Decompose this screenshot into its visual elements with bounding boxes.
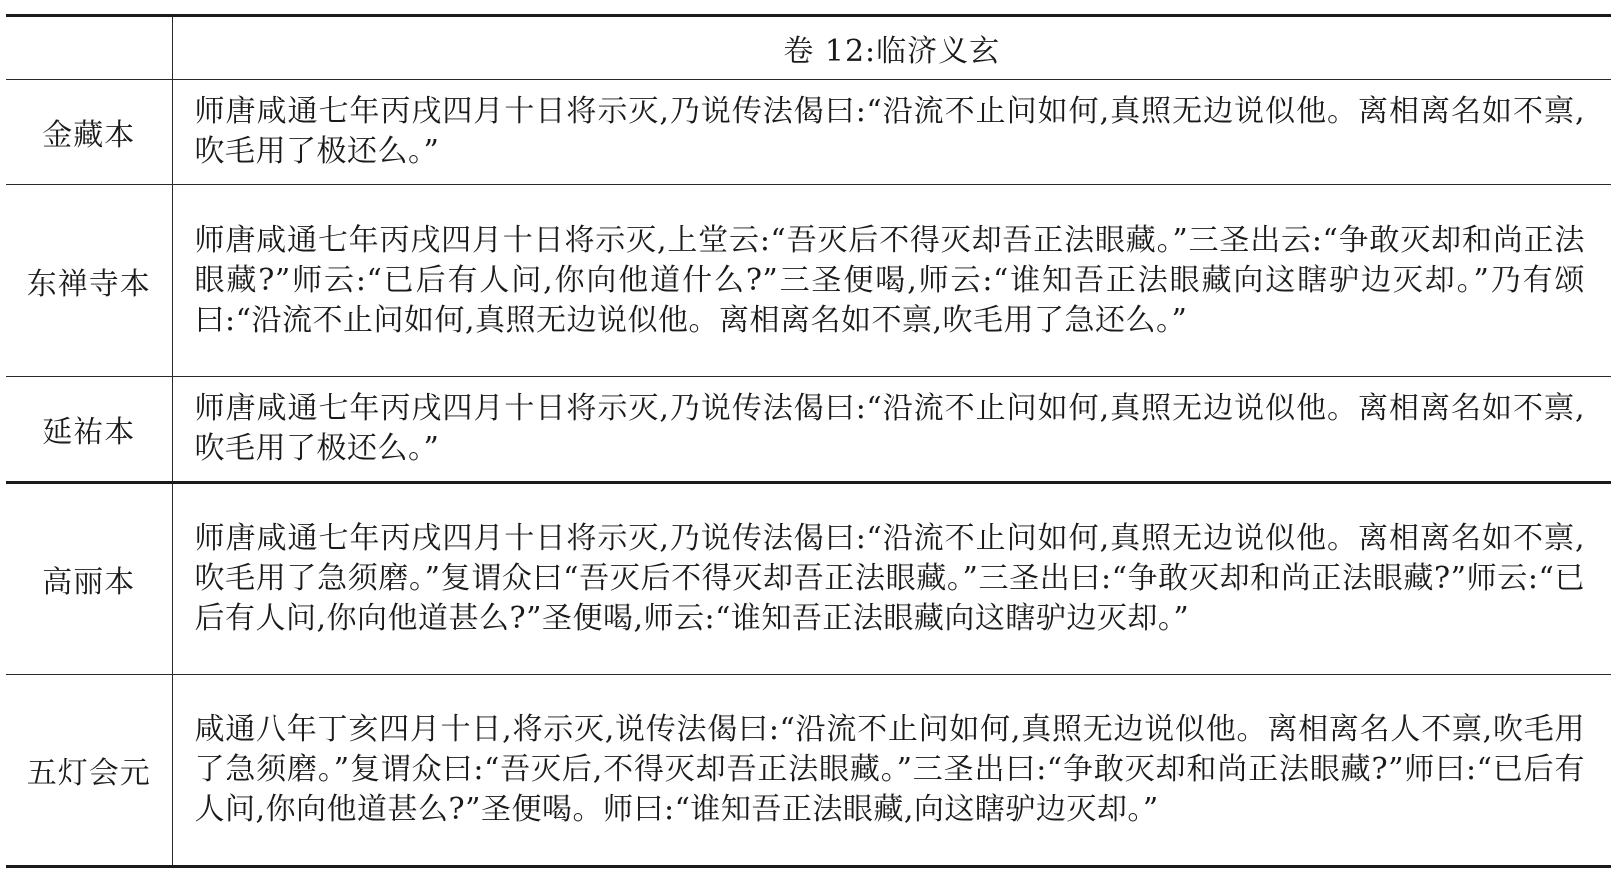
table-row (6, 675, 1611, 867)
table-header-row (6, 16, 1611, 80)
edition-label: 延祐本 (6, 377, 172, 483)
edition-text: 师唐咸通七年丙戌四月十日将示灭,乃说传法偈曰:“沿流不止问如何,真照无边说似他。离相离名如不禀,吹毛用了极还么。” (172, 80, 1611, 185)
edition-text: 师唐咸通七年丙戌四月十日将示灭,乃说传法偈曰:“沿流不止问如何,真照无边说似他。离相离名如不禀,吹毛用了极还么。” (172, 377, 1611, 483)
edition-label: 高丽本 (6, 483, 172, 675)
header-title: 卷 12:临济义玄 (172, 16, 1611, 80)
table-row (6, 377, 1611, 483)
edition-label: 东禅寺本 (6, 185, 172, 377)
comparison-table-container (6, 14, 1611, 868)
edition-label: 五灯会元 (6, 675, 172, 867)
comparison-table (6, 14, 1611, 868)
edition-text: 师唐咸通七年丙戌四月十日将示灭,上堂云:“吾灭后不得灭却吾正法眼藏。”三圣出云:“争敢灭却和尚正法眼藏?”师云:“已后有人问,你向他道什么?”三圣便喝,师云:“谁知吾正法眼藏向这瞎驴边灭却。”乃有颂曰:“沿流不止问如何,真照无边说似他。离相离名如不禀,吹毛用了急还么。” (172, 185, 1611, 377)
table-row (6, 483, 1611, 675)
edition-text: 咸通八年丁亥四月十日,将示灭,说传法偈曰:“沿流不止问如何,真照无边说似他。离相离名人不禀,吹毛用了急须磨。”复谓众曰:“吾灭后,不得灭却吾正法眼藏。”三圣出曰:“争敢灭却和尚正法眼藏?”师曰:“已后有人问,你向他道甚么?”圣便喝。师曰:“谁知吾正法眼藏,向这瞎驴边灭却。” (172, 675, 1611, 867)
table-row (6, 80, 1611, 185)
edition-text: 师唐咸通七年丙戌四月十日将示灭,乃说传法偈曰:“沿流不止问如何,真照无边说似他。离相离名如不禀,吹毛用了急须磨。”复谓众曰“吾灭后不得灭却吾正法眼藏。”三圣出曰:“争敢灭却和尚正法眼藏?”师云:“已后有人问,你向他道甚么?”圣便喝,师云:“谁知吾正法眼藏向这瞎驴边灭却。” (172, 483, 1611, 675)
table-row (6, 185, 1611, 377)
edition-label: 金藏本 (6, 80, 172, 185)
header-corner-cell (6, 16, 172, 80)
